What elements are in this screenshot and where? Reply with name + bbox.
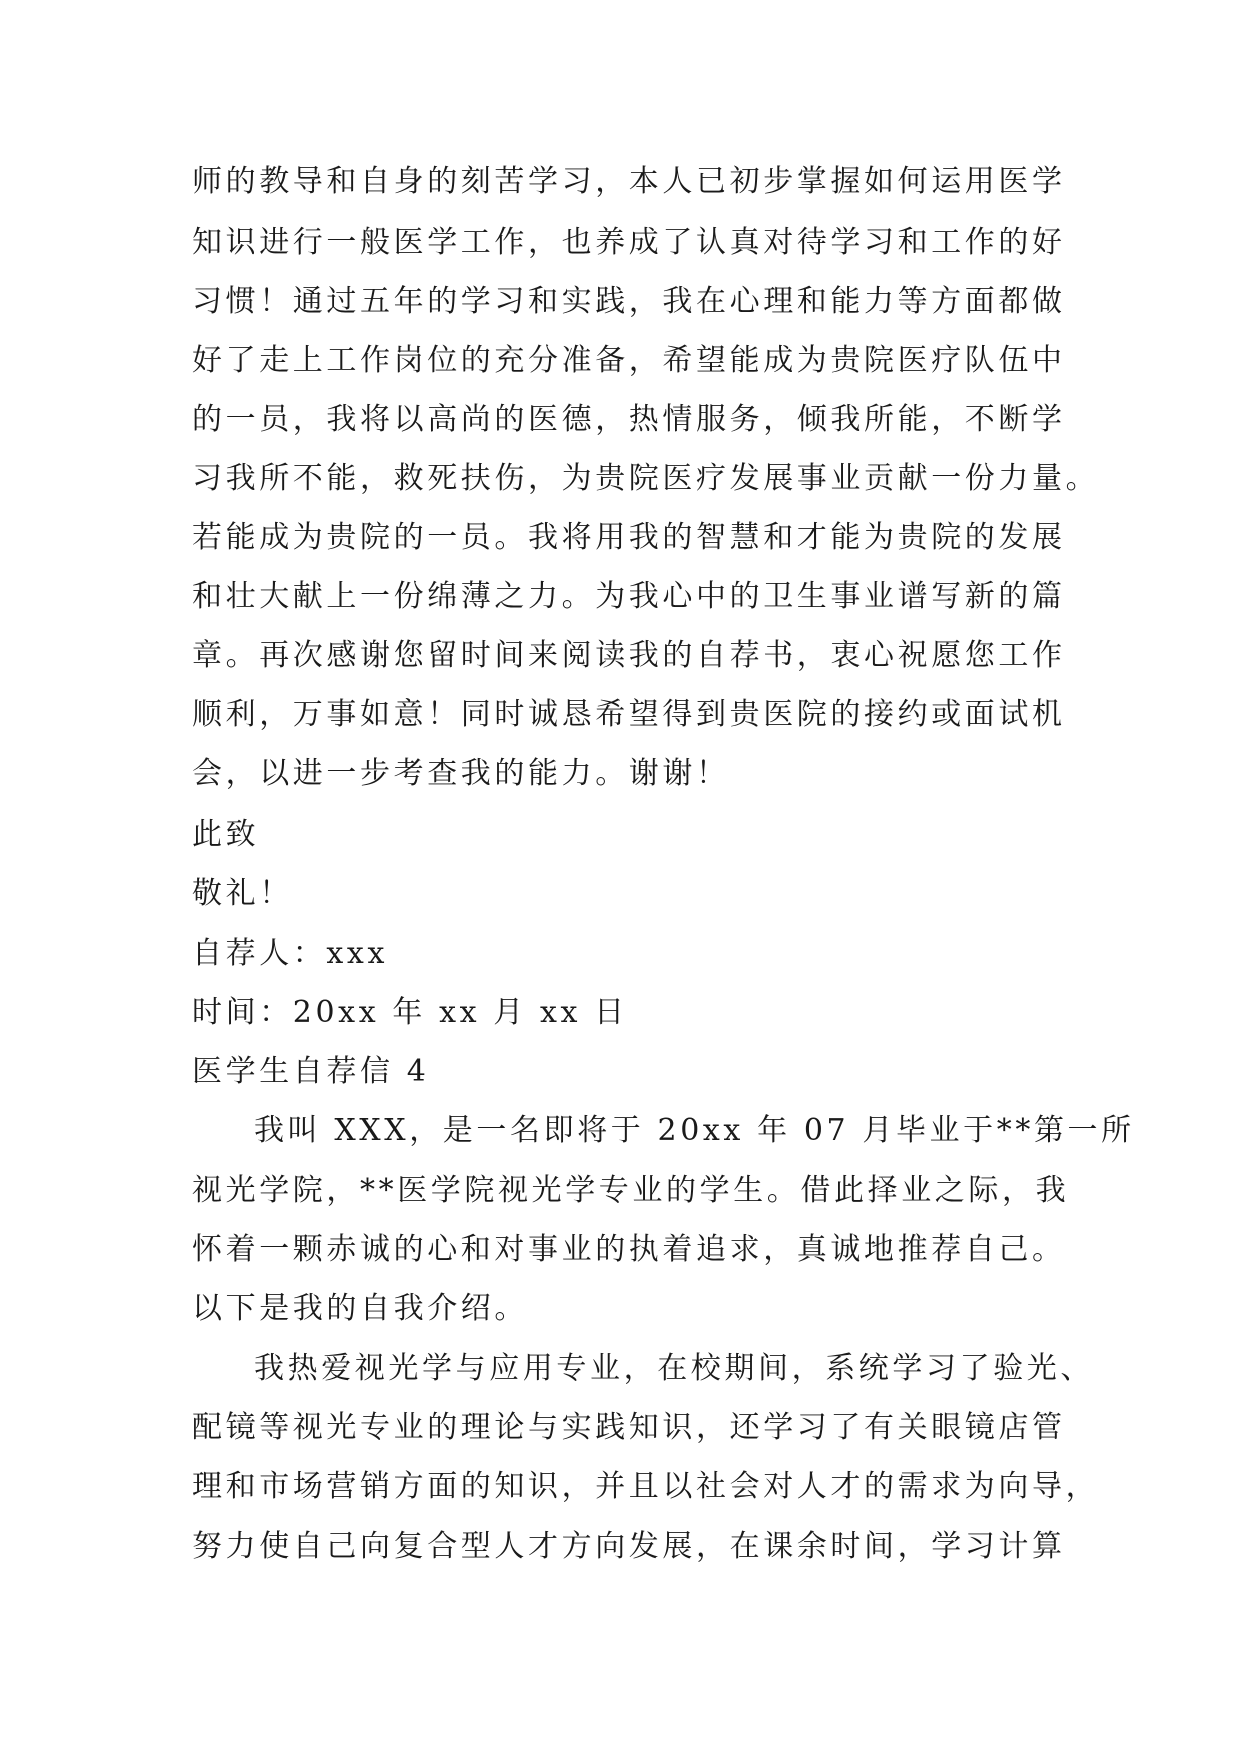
body-text-line: 知识进行一般医学工作，也养成了认真对待学习和工作的好 xyxy=(192,225,1066,260)
body-text-line: 以下是我的自我介绍。 xyxy=(192,1291,528,1326)
body-text-line: 视光学院，**医学院视光学专业的学生。借此择业之际，我 xyxy=(192,1173,1070,1208)
closing-regards: 敬礼！ xyxy=(192,876,293,911)
body-text-line: 会，以进一步考查我的能力。谢谢！ xyxy=(192,756,730,791)
body-text-line: 怀着一颗赤诚的心和对事业的执着追求，真诚地推荐自己。 xyxy=(192,1232,1066,1267)
body-text-line: 师的教导和自身的刻苦学习，本人已初步掌握如何运用医学 xyxy=(192,164,1066,199)
body-text-line: 若能成为贵院的一员。我将用我的智慧和才能为贵院的发展 xyxy=(192,520,1066,555)
body-text-line: 我叫 XXX，是一名即将于 20xx 年 07 月毕业于**第一所 xyxy=(254,1113,1135,1148)
body-text-line: 习惯！通过五年的学习和实践，我在心理和能力等方面都做 xyxy=(192,284,1066,319)
section-heading: 医学生自荐信 4 xyxy=(192,1054,430,1089)
body-text-line: 和壮大献上一份绵薄之力。为我心中的卫生事业谱写新的篇 xyxy=(192,579,1066,614)
body-text-line: 好了走上工作岗位的充分准备，希望能成为贵院医疗队伍中 xyxy=(192,343,1066,378)
body-text-line: 章。再次感谢您留时间来阅读我的自荐书，衷心祝愿您工作 xyxy=(192,638,1066,673)
body-text-line: 习我所不能，救死扶伤，为贵院医疗发展事业贡献一份力量。 xyxy=(192,461,1100,496)
body-text-line: 配镜等视光专业的理论与实践知识，还学习了有关眼镜店管 xyxy=(192,1410,1066,1445)
body-text-line: 我热爱视光学与应用专业，在校期间，系统学习了验光、 xyxy=(254,1351,1094,1386)
body-text-line: 理和市场营销方面的知识，并且以社会对人才的需求为向导， xyxy=(192,1469,1100,1504)
closing-salutation: 此致 xyxy=(192,817,260,852)
body-text-line: 努力使自己向复合型人才方向发展，在课余时间，学习计算 xyxy=(192,1529,1066,1564)
body-text-line: 顺利，万事如意！同时诚恳希望得到贵医院的接约或面试机 xyxy=(192,697,1066,732)
signature-name: 自荐人：xxx xyxy=(192,936,388,971)
signature-date: 时间：20xx 年 xx 月 xx 日 xyxy=(192,995,628,1030)
body-text-line: 的一员，我将以高尚的医德，热情服务，倾我所能，不断学 xyxy=(192,402,1066,437)
